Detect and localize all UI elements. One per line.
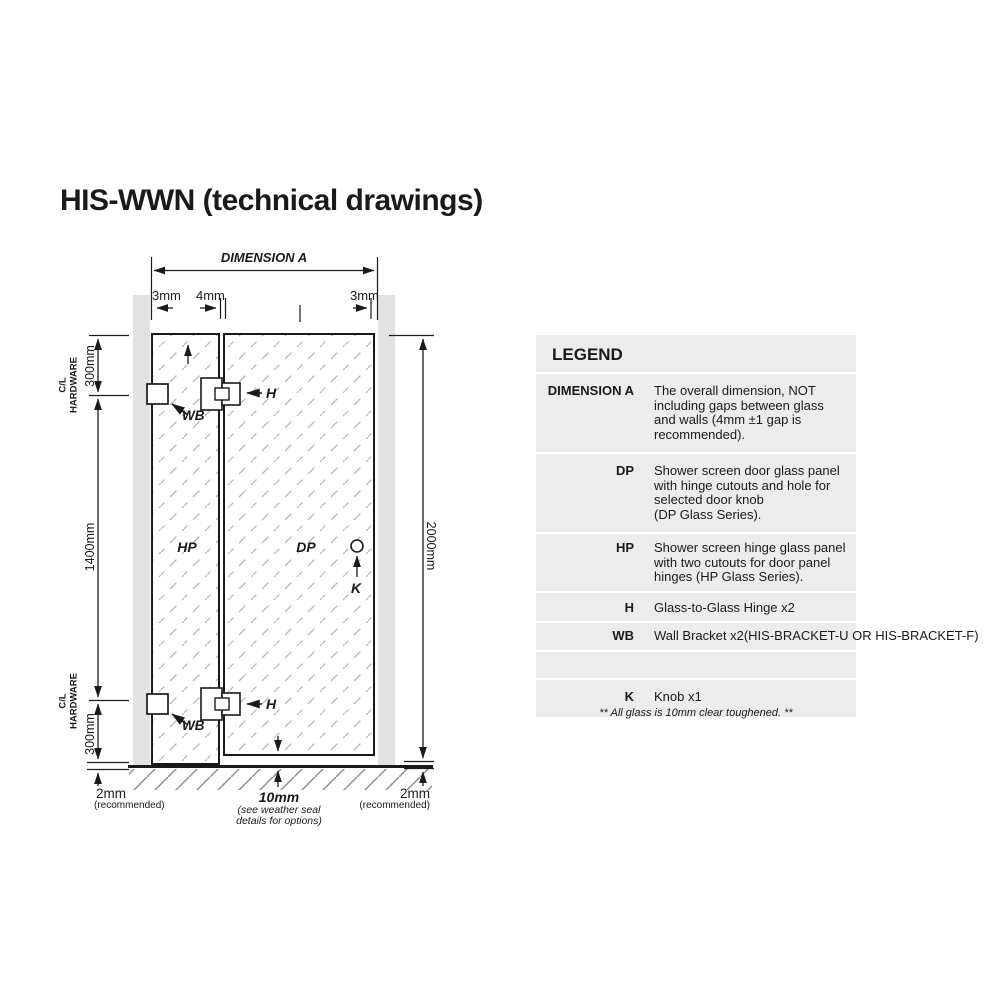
cl-hardware-top-label: C/L HARDWARE <box>57 357 79 413</box>
legend-row-hp <box>536 532 856 591</box>
legend-desc: Glass-to-Glass Hinge x2 <box>654 599 795 615</box>
hp-panel-label: HP <box>177 539 197 555</box>
bracket-bottom-label: WB <box>182 718 205 733</box>
legend-key: DP <box>615 463 634 478</box>
legend-desc: Shower screen hinge glass panel with two cutouts for door panel hinges (HP Glass Series). <box>654 540 846 584</box>
gap-2mm-right-note: (recommended) <box>359 800 430 811</box>
gap-2mm-right-value: 2mm <box>400 786 430 801</box>
legend-row-h <box>536 591 856 622</box>
hinge-bottom-label: H <box>266 696 277 712</box>
bracket-top-label: WB <box>182 408 205 423</box>
gap-10mm-note-line1: (see weather seal <box>237 804 321 816</box>
gap-10mm-value: 10mm <box>258 789 300 805</box>
cl-hardware-bottom-label: C/L HARDWARE <box>57 673 79 729</box>
legend-row-wb <box>536 621 979 650</box>
legend-desc: Wall Bracket x2(HIS-BRACKET-U OR HIS-BRACKET-F) <box>654 628 979 643</box>
legend-key: DIMENSION A <box>547 383 634 398</box>
legend-key: WB <box>612 628 634 643</box>
legend-footnote: ** All glass is 10mm clear toughened. ** <box>599 707 793 719</box>
gap-dimension-lines <box>157 298 371 322</box>
legend-desc: The overall dimension, NOT including gaps between glass and walls (4mm ±1 gap is recommended). <box>654 383 824 442</box>
hinge-top <box>201 378 240 410</box>
dimension-a-label: DIMENSION A <box>220 250 308 265</box>
hinge-top-label: H <box>266 385 277 401</box>
dim-1400-label: 1400mm <box>83 522 97 572</box>
legend-panel <box>536 335 979 717</box>
legend-key: HP <box>615 540 634 555</box>
gap-4mm-label: 4mm <box>196 288 225 303</box>
legend-row-dp <box>536 452 856 532</box>
hinge-bottom <box>201 688 240 720</box>
wall-bracket-top <box>147 384 168 404</box>
legend-key: H <box>624 599 634 615</box>
legend-desc: Shower screen door glass panel with hinge cutouts and hole for selected door knob (DP Glass Series). <box>654 463 840 522</box>
legend-key: K <box>624 689 634 704</box>
wall-bracket-bottom <box>147 694 168 714</box>
gap-3mm-right-label: 3mm <box>350 288 379 303</box>
gap-10mm-note-line2: details for options) <box>236 815 322 827</box>
legend-row-empty <box>536 650 856 679</box>
wall-right <box>378 295 395 767</box>
dp-panel-label: DP <box>296 539 316 555</box>
legend-row-dimension-a <box>536 372 856 452</box>
gap-3mm-left-label: 3mm <box>152 288 181 303</box>
dim-300-bottom-label: 300mm <box>83 713 97 755</box>
gap-2mm-left-note: (recommended) <box>94 800 165 811</box>
dim-300-top-label: 300mm <box>83 345 97 387</box>
knob-label: K <box>351 580 362 596</box>
gap-2mm-left-value: 2mm <box>96 786 126 801</box>
legend-desc: Knob x1 <box>654 689 702 704</box>
page-title: HIS-WWN (technical drawings) <box>60 184 483 217</box>
dimension-a-lines <box>152 257 378 320</box>
dim-2000-label: 2000mm <box>424 521 438 571</box>
legend-title: LEGEND <box>552 345 623 364</box>
